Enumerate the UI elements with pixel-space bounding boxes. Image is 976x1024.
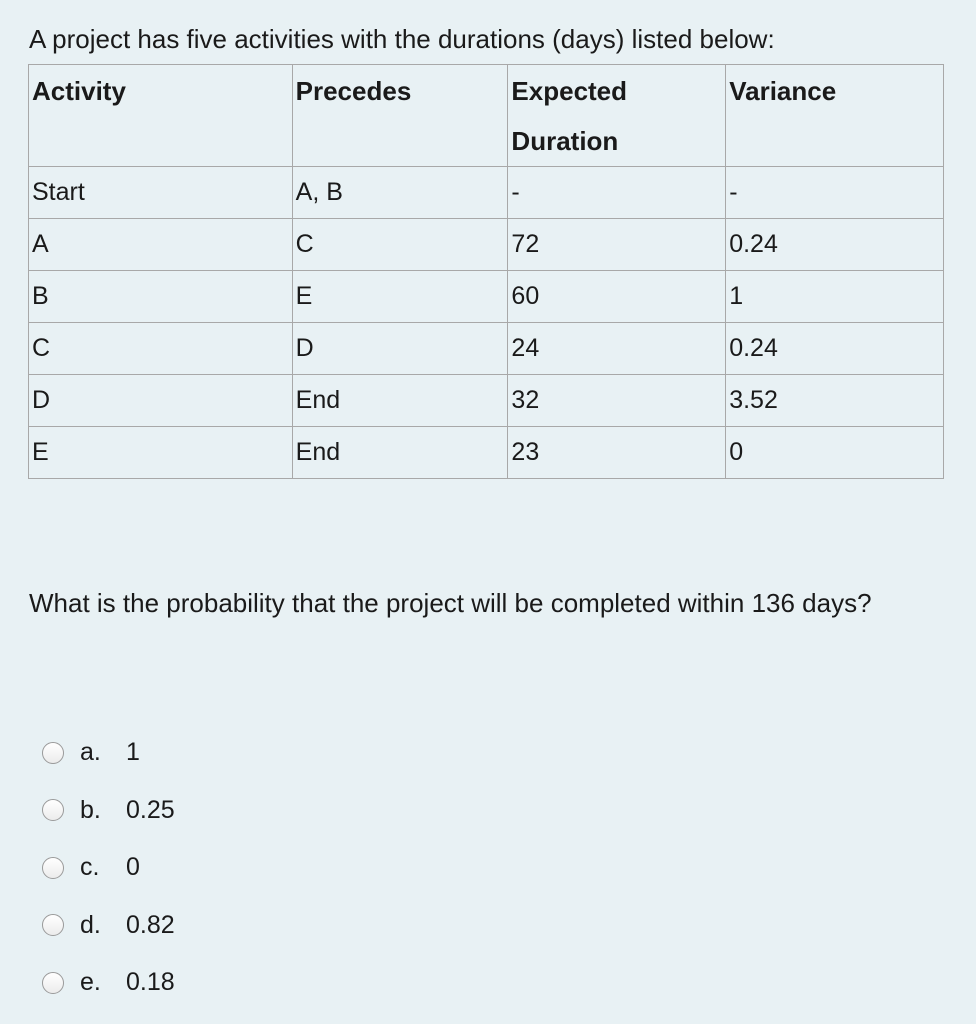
cell-activity: D [29, 375, 293, 427]
cell-precedes: A, B [292, 167, 508, 219]
table-row [29, 427, 944, 479]
cell-duration: 72 [508, 219, 726, 271]
cell-activity: Start [29, 167, 293, 219]
radio-button[interactable] [42, 972, 64, 994]
cell-precedes: C [292, 219, 508, 271]
cell-duration: 24 [508, 323, 726, 375]
question-text: What is the probability that the project will be completed within 136 days? [29, 588, 872, 618]
cell-activity: E [29, 427, 293, 479]
table-row [29, 323, 944, 375]
radio-button[interactable] [42, 857, 64, 879]
radio-button[interactable] [42, 914, 64, 936]
cell-variance: 3.52 [726, 375, 944, 427]
option-e[interactable] [42, 954, 175, 1012]
option-letter: c. [80, 853, 100, 882]
option-letter: a. [80, 738, 101, 767]
activity-table [28, 64, 944, 479]
option-a[interactable] [42, 724, 175, 782]
header-precedes: Precedes [292, 65, 508, 167]
cell-variance: 0 [726, 427, 944, 479]
radio-button[interactable] [42, 742, 64, 764]
option-value: 0.18 [126, 968, 175, 997]
cell-precedes: End [292, 427, 508, 479]
header-expected-line1: Expected [511, 76, 628, 106]
cell-duration: 60 [508, 271, 726, 323]
header-activity: Activity [29, 65, 293, 167]
table-row [29, 271, 944, 323]
cell-variance: 0.24 [726, 219, 944, 271]
option-b[interactable] [42, 782, 175, 840]
cell-variance: 0.24 [726, 323, 944, 375]
cell-duration: 23 [508, 427, 726, 479]
option-letter: b. [80, 795, 101, 824]
option-value: 1 [126, 738, 140, 767]
answer-options [42, 724, 175, 1012]
question-intro: A project has five activities with the durations (days) listed below: [29, 24, 775, 54]
cell-variance: - [726, 167, 944, 219]
option-value: 0.82 [126, 910, 175, 939]
header-expected-line2: Duration [511, 126, 619, 156]
option-value: 0.25 [126, 795, 175, 824]
cell-precedes: D [292, 323, 508, 375]
option-letter: e. [80, 968, 101, 997]
option-c[interactable] [42, 839, 175, 897]
header-variance: Variance [726, 65, 944, 167]
cell-activity: B [29, 271, 293, 323]
table-row [29, 219, 944, 271]
cell-activity: A [29, 219, 293, 271]
cell-precedes: End [292, 375, 508, 427]
option-d[interactable] [42, 897, 175, 955]
radio-button[interactable] [42, 799, 64, 821]
cell-activity: C [29, 323, 293, 375]
table-header-row [29, 65, 944, 167]
table-row [29, 167, 944, 219]
cell-variance: 1 [726, 271, 944, 323]
table-row [29, 375, 944, 427]
cell-duration: 32 [508, 375, 726, 427]
cell-duration: - [508, 167, 726, 219]
option-letter: d. [80, 910, 101, 939]
header-expected-duration [508, 65, 726, 167]
cell-precedes: E [292, 271, 508, 323]
option-value: 0 [126, 853, 140, 882]
